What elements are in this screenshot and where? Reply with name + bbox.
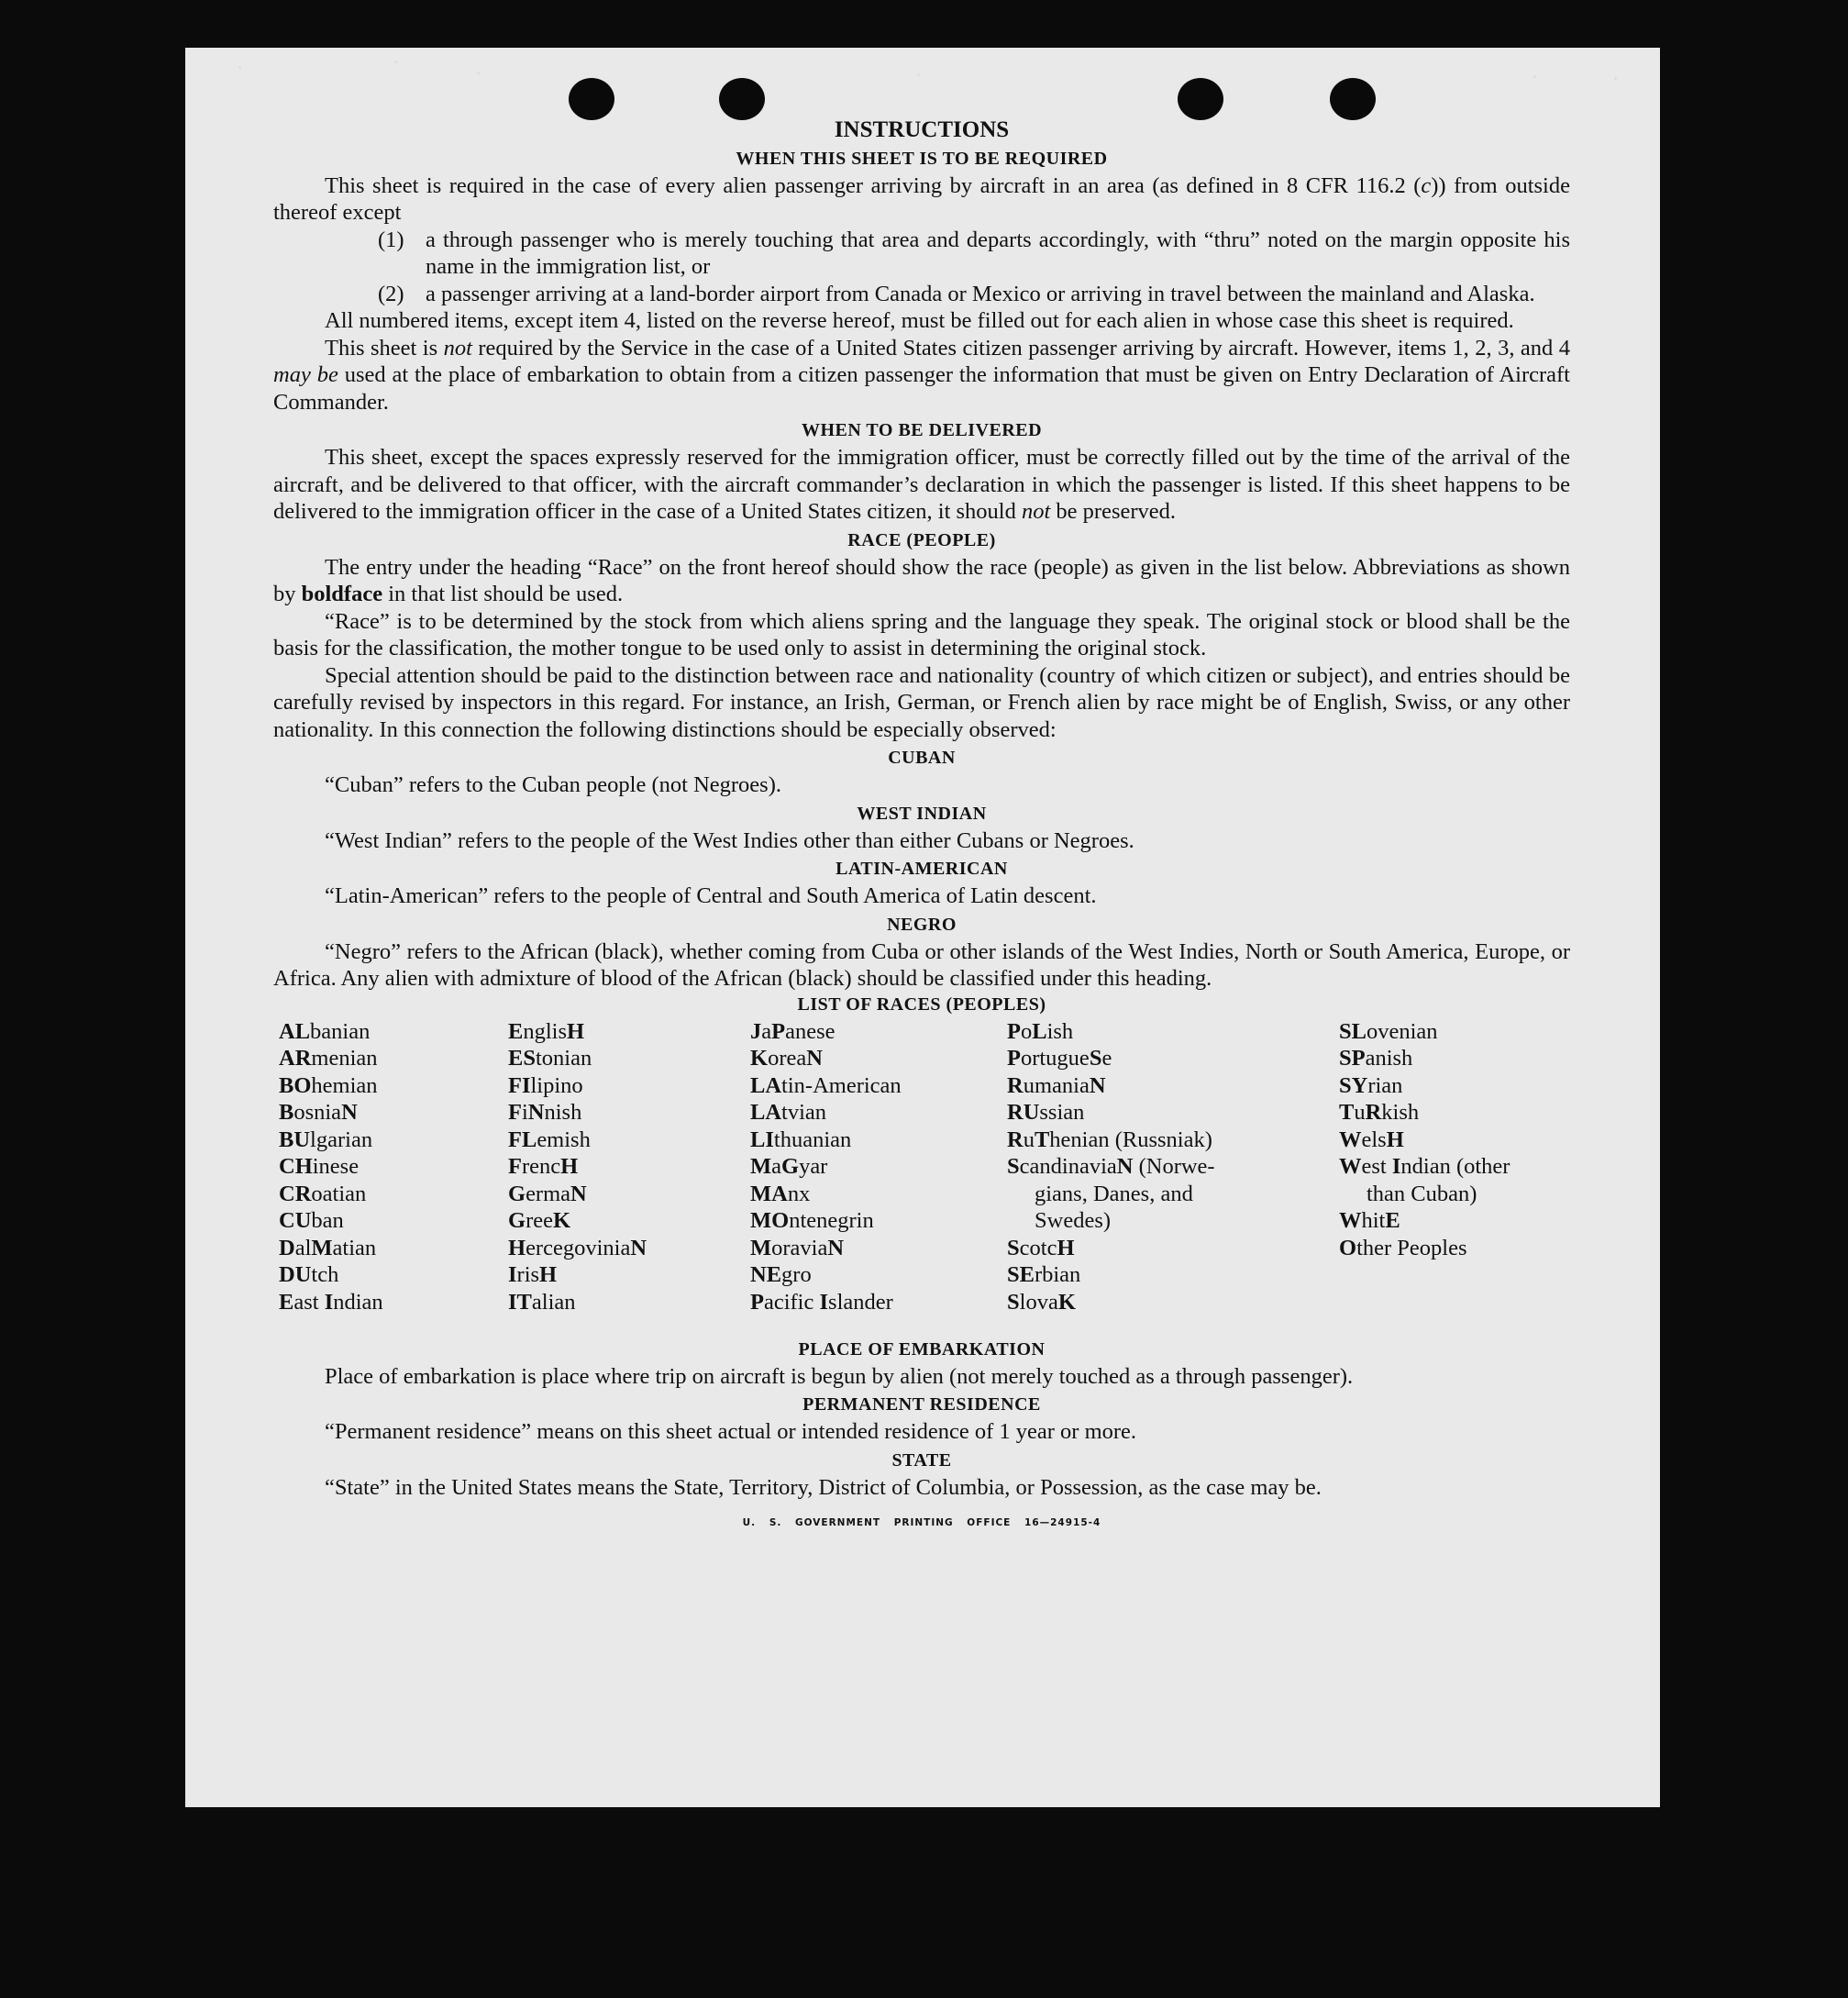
races-column-1 xyxy=(279,1018,383,1316)
race-entry xyxy=(750,1261,902,1289)
race-text: rbian xyxy=(1034,1262,1081,1287)
race-text: anese xyxy=(785,1018,835,1044)
race-abbreviation: N xyxy=(806,1046,823,1071)
section-heading-west-indian: WEST INDIAN xyxy=(857,803,987,824)
race-abbreviation: J xyxy=(750,1018,762,1044)
race-text: tin-American xyxy=(781,1072,902,1098)
race-text: emish xyxy=(537,1127,591,1152)
race-abbreviation: E xyxy=(508,1018,524,1044)
race-entry xyxy=(279,1045,383,1072)
punch-hole-3 xyxy=(1178,78,1223,120)
race-entry xyxy=(1007,1099,1268,1127)
race-entry xyxy=(1007,1127,1268,1154)
race-text: erma xyxy=(526,1181,571,1206)
race-abbreviation: DU xyxy=(279,1262,312,1287)
race-entry xyxy=(1007,1181,1268,1208)
race-entry xyxy=(279,1127,383,1154)
race-text: alian xyxy=(531,1289,576,1315)
race-text: u xyxy=(1023,1127,1035,1152)
race-abbreviation: E xyxy=(1385,1208,1400,1233)
punch-hole-2 xyxy=(719,78,765,120)
race-text: oatian xyxy=(311,1181,367,1206)
race-abbreviation: W xyxy=(1339,1208,1362,1233)
races-column-5 xyxy=(1339,1018,1570,1262)
race-abbreviation: MA xyxy=(750,1181,788,1206)
races-column-4 xyxy=(1007,1018,1268,1316)
race-text: ndian xyxy=(333,1289,383,1315)
section-heading-cuban: CUBAN xyxy=(888,748,956,768)
race-entry xyxy=(279,1072,383,1100)
race-abbreviation: L xyxy=(1032,1018,1047,1044)
race-text: ther Peoples xyxy=(1356,1235,1467,1260)
race-abbreviation: S xyxy=(1089,1046,1102,1071)
scan-speck xyxy=(1533,75,1536,78)
section-heading-embarkation: PLACE OF EMBARKATION xyxy=(798,1338,1046,1360)
race-abbreviation: SP xyxy=(1339,1046,1366,1071)
race-text: umania xyxy=(1023,1072,1090,1098)
negro-paragraph: “Negro” refers to the African (black), whether coming from Cuba or other islands of the West Indies, North or South America, Europe, or Africa. Any alien with admixture of blood of the African (black) should be classified under this heading. xyxy=(273,938,1570,991)
race-abbreviation: H xyxy=(539,1262,558,1287)
race-abbreviation: B xyxy=(279,1100,294,1125)
race-entry xyxy=(1339,1181,1570,1208)
race-entry xyxy=(508,1261,647,1289)
race-abbreviation: M xyxy=(311,1235,333,1260)
race-text: atian xyxy=(332,1235,377,1260)
section-heading-when-required: WHEN THIS SHEET IS TO BE REQUIRED xyxy=(736,148,1108,169)
race-paragraph-1: The entry under the heading “Race” on the front hereof should show the race (people) as given in the list below. Abbreviations as shown by boldface in that list should be used. xyxy=(273,554,1570,606)
race-abbreviation: SY xyxy=(1339,1072,1368,1098)
race-abbreviation: G xyxy=(508,1208,526,1233)
race-entry xyxy=(750,1072,902,1100)
race-text: gro xyxy=(781,1262,812,1287)
race-abbreviation: D xyxy=(279,1235,295,1260)
race-abbreviation: SL xyxy=(1339,1018,1367,1044)
race-entry xyxy=(750,1153,902,1181)
race-abbreviation: H xyxy=(1057,1235,1075,1260)
race-abbreviation: AL xyxy=(279,1018,311,1044)
race-text: thuanian xyxy=(773,1127,852,1152)
race-text: lipino xyxy=(530,1072,583,1098)
page-title: INSTRUCTIONS xyxy=(834,117,1010,142)
scan-speck xyxy=(394,61,397,63)
race-text: ssian xyxy=(1039,1100,1085,1125)
race-entry xyxy=(1007,1153,1268,1181)
race-entry xyxy=(1007,1235,1268,1262)
race-abbreviation: S xyxy=(1007,1289,1020,1315)
section-heading-state: STATE xyxy=(891,1449,952,1471)
race-entry xyxy=(1339,1099,1570,1127)
item-number: (1) xyxy=(378,227,404,252)
race-text: gians, Danes, and xyxy=(1035,1181,1193,1206)
races-list xyxy=(273,1018,1570,1335)
race-paragraph-3: Special attention should be paid to the distinction between race and nationality (country of which citizen or subject), and entries should be carefully revised by inspectors in this regard. For instance, an Irish, German, or French alien by race might be of English, Swiss, or any other nationality. In this connection the following distinctions should be especially observed: xyxy=(273,662,1570,742)
race-entry xyxy=(508,1099,647,1127)
race-abbreviation: H xyxy=(508,1235,526,1260)
race-text: kish xyxy=(1381,1100,1420,1125)
race-entry xyxy=(1007,1261,1268,1289)
race-abbreviation: N xyxy=(1089,1072,1106,1098)
race-abbreviation: E xyxy=(279,1289,294,1315)
race-text: a xyxy=(771,1154,781,1179)
race-abbreviation: AR xyxy=(279,1046,312,1071)
race-text: ris xyxy=(516,1262,540,1287)
race-text: e xyxy=(1101,1046,1112,1071)
race-entry xyxy=(1339,1235,1570,1262)
race-entry xyxy=(279,1261,383,1289)
race-abbreviation: P xyxy=(1007,1046,1021,1071)
race-entry xyxy=(508,1072,647,1100)
race-text: yar xyxy=(799,1154,828,1179)
race-abbreviation: N xyxy=(527,1100,545,1125)
race-text: anish xyxy=(1365,1046,1413,1071)
race-abbreviation: K xyxy=(552,1208,571,1233)
race-abbreviation: S xyxy=(1007,1154,1020,1179)
race-abbreviation: LA xyxy=(750,1072,782,1098)
race-abbreviation: SE xyxy=(1007,1262,1035,1287)
scan-speck xyxy=(1614,77,1617,80)
race-entry xyxy=(750,1289,902,1316)
race-text: est xyxy=(1361,1154,1392,1179)
races-column-2 xyxy=(508,1018,647,1316)
race-text: i xyxy=(521,1100,528,1125)
race-entry xyxy=(1007,1289,1268,1316)
punch-hole-4 xyxy=(1330,78,1376,120)
race-abbreviation: P xyxy=(771,1018,786,1044)
race-text: candinavia xyxy=(1019,1154,1117,1179)
race-entry xyxy=(1007,1072,1268,1100)
race-text: henian (Russniak) xyxy=(1049,1127,1212,1152)
race-text: ntenegrin xyxy=(789,1208,874,1233)
race-text: Swedes) xyxy=(1035,1208,1112,1233)
printing-office-footer: U. S. GOVERNMENT PRINTING OFFICE 16—24915-4 xyxy=(742,1517,1101,1528)
race-text: (Norwe- xyxy=(1133,1154,1215,1179)
race-entry xyxy=(279,1153,383,1181)
race-entry xyxy=(1007,1018,1268,1046)
race-text: ercegovinia xyxy=(526,1235,631,1260)
race-text: hemian xyxy=(311,1072,378,1098)
race-text: u xyxy=(1354,1100,1366,1125)
scan-speck xyxy=(477,72,480,74)
section-heading-list-of-races: LIST OF RACES (PEOPLES) xyxy=(797,993,1046,1015)
race-entry xyxy=(279,1289,383,1316)
when-delivered-paragraph: This sheet, except the spaces expressly reserved for the immigration officer, must be correctly filled out by the time of the arrival of the aircraft, and be delivered to that officer, with the aircraft commander’s declaration in which the passenger is listed. If this sheet happens to be delivered to the immigration officer in the case of a United States citizen, it should not be preserved. xyxy=(273,445,1570,524)
race-entry xyxy=(750,1235,902,1262)
race-abbreviation: CR xyxy=(279,1181,312,1206)
race-abbreviation: W xyxy=(1339,1127,1362,1152)
race-entry xyxy=(1339,1072,1570,1100)
race-text: slander xyxy=(828,1289,893,1315)
race-text: ban xyxy=(311,1208,344,1233)
section-heading-negro: NEGRO xyxy=(887,914,957,935)
race-entry xyxy=(750,1045,902,1072)
race-text: oravia xyxy=(771,1235,828,1260)
race-abbreviation: T xyxy=(1339,1100,1355,1125)
race-abbreviation: P xyxy=(1007,1018,1021,1044)
race-abbreviation: H xyxy=(567,1018,585,1044)
race-text: nx xyxy=(787,1181,811,1206)
race-abbreviation: H xyxy=(560,1154,579,1179)
race-text: tch xyxy=(311,1262,339,1287)
race-abbreviation: F xyxy=(508,1154,522,1179)
race-entry xyxy=(279,1018,383,1046)
race-entry xyxy=(279,1099,383,1127)
race-abbreviation: R xyxy=(1007,1072,1024,1098)
race-entry xyxy=(279,1235,383,1262)
race-text: ovenian xyxy=(1366,1018,1438,1044)
instructions-content xyxy=(273,117,1570,1537)
section-heading-when-delivered: WHEN TO BE DELIVERED xyxy=(801,420,1043,440)
race-entry xyxy=(279,1207,383,1235)
permanent-residence-paragraph: “Permanent residence” means on this sheet actual or intended residence of 1 year or more. xyxy=(325,1419,1137,1444)
race-abbreviation: G xyxy=(781,1154,800,1179)
race-abbreviation: FI xyxy=(508,1072,531,1098)
latin-american-paragraph: “Latin-American” refers to the people of Central and South America of Latin descent. xyxy=(325,883,1097,908)
race-abbreviation: R xyxy=(1365,1100,1382,1125)
race-entry xyxy=(508,1153,647,1181)
race-text: tonian xyxy=(535,1046,592,1071)
punch-hole-1 xyxy=(569,78,614,120)
race-abbreviation: N xyxy=(630,1235,647,1260)
race-entry xyxy=(750,1018,902,1046)
race-abbreviation: K xyxy=(750,1046,769,1071)
embarkation-paragraph: Place of embarkation is place where trip on aircraft is begun by alien (not merely touched as a through passenger). xyxy=(325,1363,1354,1389)
race-entry xyxy=(750,1207,902,1235)
race-abbreviation: N xyxy=(1116,1154,1134,1179)
race-text: o xyxy=(1020,1018,1033,1044)
race-text: hit xyxy=(1361,1208,1386,1233)
race-entry xyxy=(1339,1153,1570,1181)
race-abbreviation: O xyxy=(1339,1235,1357,1260)
race-abbreviation: LA xyxy=(750,1100,782,1125)
item-number: (2) xyxy=(378,281,404,306)
race-abbreviation: BO xyxy=(279,1072,312,1098)
race-entry xyxy=(750,1181,902,1208)
race-entry xyxy=(508,1181,647,1208)
race-entry xyxy=(508,1289,647,1316)
race-entry xyxy=(508,1127,647,1154)
race-abbreviation: RU xyxy=(1007,1100,1040,1125)
exception-item-1: (1) a through passenger who is merely touching that area and departs accordingly, with “thru” noted on the margin opposite his name in the immigration list, or xyxy=(378,227,1570,279)
race-text: lgarian xyxy=(310,1127,373,1152)
when-required-paragraph-2: All numbered items, except item 4, listed on the reverse hereof, must be filled out for each alien in whose case this sheet is required. xyxy=(325,308,1514,333)
race-text: than Cuban) xyxy=(1367,1181,1477,1206)
race-entry xyxy=(1007,1207,1268,1235)
race-text: banian xyxy=(310,1018,371,1044)
race-abbreviation: K xyxy=(1057,1289,1076,1315)
race-text: renc xyxy=(521,1154,561,1179)
race-abbreviation: W xyxy=(1339,1154,1362,1179)
race-abbreviation: CU xyxy=(279,1208,312,1233)
section-heading-race: RACE (PEOPLE) xyxy=(847,529,996,550)
race-abbreviation: I xyxy=(819,1289,829,1315)
race-entry xyxy=(279,1181,383,1208)
section-heading-latin-american: LATIN-AMERICAN xyxy=(835,859,1008,879)
race-text: nglis xyxy=(523,1018,567,1044)
race-abbreviation: N xyxy=(570,1181,587,1206)
race-entry xyxy=(1339,1207,1570,1235)
race-entry xyxy=(508,1207,647,1235)
scan-speck xyxy=(917,73,920,76)
race-text: osnia xyxy=(293,1100,342,1125)
race-abbreviation: P xyxy=(750,1289,764,1315)
race-abbreviation: M xyxy=(750,1154,772,1179)
race-abbreviation: M xyxy=(750,1235,772,1260)
race-abbreviation: R xyxy=(1007,1127,1024,1152)
race-abbreviation: LI xyxy=(750,1127,774,1152)
race-text: orea xyxy=(768,1046,807,1071)
west-indian-paragraph: “West Indian” refers to the people of the West Indies other than either Cubans or Negroes. xyxy=(325,827,1134,853)
race-abbreviation: G xyxy=(508,1181,526,1206)
race-text: lova xyxy=(1019,1289,1058,1315)
race-abbreviation: I xyxy=(324,1289,334,1315)
race-entry xyxy=(508,1018,647,1046)
race-text: al xyxy=(294,1235,312,1260)
race-abbreviation: ES xyxy=(508,1046,536,1071)
races-column-3 xyxy=(750,1018,902,1316)
race-text: rian xyxy=(1367,1072,1403,1098)
scan-speck xyxy=(238,66,241,69)
race-abbreviation: NE xyxy=(750,1262,782,1287)
race-abbreviation: IT xyxy=(508,1289,532,1315)
document-page xyxy=(185,48,1660,1807)
race-abbreviation: H xyxy=(1386,1127,1404,1152)
race-text: ree xyxy=(526,1208,553,1233)
race-abbreviation: S xyxy=(1007,1235,1020,1260)
section-heading-permanent-residence: PERMANENT RESIDENCE xyxy=(802,1394,1041,1415)
race-entry xyxy=(750,1127,902,1154)
race-text: tvian xyxy=(781,1100,827,1125)
race-abbreviation: FL xyxy=(508,1127,537,1152)
race-abbreviation: F xyxy=(508,1100,522,1125)
race-text: inese xyxy=(312,1154,360,1179)
race-text: a xyxy=(761,1018,772,1044)
exception-item-2: (2) a passenger arriving at a land-border airport from Canada or Mexico or arriving in travel between the mainland and Alaska. xyxy=(378,281,1535,306)
cuban-paragraph: “Cuban” refers to the Cuban people (not Negroes). xyxy=(325,772,781,797)
race-text: ast xyxy=(293,1289,325,1315)
race-abbreviation: T xyxy=(1034,1127,1050,1152)
race-abbreviation: MO xyxy=(750,1208,790,1233)
state-paragraph: “State” in the United States means the State, Territory, District of Columbia, or Possession, as the case may be. xyxy=(325,1474,1322,1500)
race-entry xyxy=(1339,1018,1570,1046)
race-entry xyxy=(1339,1127,1570,1154)
race-abbreviation: BU xyxy=(279,1127,311,1152)
when-required-paragraph-1: This sheet is required in the case of every alien passenger arriving by aircraft in an area (as defined in 8 CFR 116.2 (c)) from outside thereof except xyxy=(273,172,1570,225)
race-abbreviation: I xyxy=(508,1262,517,1287)
race-abbreviation: N xyxy=(827,1235,845,1260)
race-text: cotc xyxy=(1019,1235,1057,1260)
race-text: ortugue xyxy=(1020,1046,1090,1071)
when-required-paragraph-3: This sheet is not required by the Service in the case of a United States citizen passenger arriving by aircraft. However, items 1, 2, 3, and 4 may be used at the place of embarkation to obtain from a citizen passenger the information that must be given on Entry Declaration of Aircraft Commander. xyxy=(273,335,1570,415)
race-text: ish xyxy=(1046,1018,1074,1044)
race-text: acific xyxy=(763,1289,820,1315)
race-entry xyxy=(508,1235,647,1262)
race-text: nish xyxy=(544,1100,582,1125)
race-text: ndian (other xyxy=(1400,1154,1510,1179)
race-abbreviation: CH xyxy=(279,1154,313,1179)
race-entry xyxy=(750,1099,902,1127)
race-text: els xyxy=(1361,1127,1387,1152)
race-abbreviation: N xyxy=(341,1100,358,1125)
race-entry xyxy=(1339,1045,1570,1072)
race-entry xyxy=(1007,1045,1268,1072)
race-entry xyxy=(508,1045,647,1072)
race-abbreviation: I xyxy=(1391,1154,1401,1179)
race-text: menian xyxy=(311,1046,378,1071)
race-paragraph-2: “Race” is to be determined by the stock from which aliens spring and the language they speak. The original stock or blood shall be the basis for the classification, the mother tongue to be used only to assist in determining the original stock. xyxy=(273,608,1570,660)
